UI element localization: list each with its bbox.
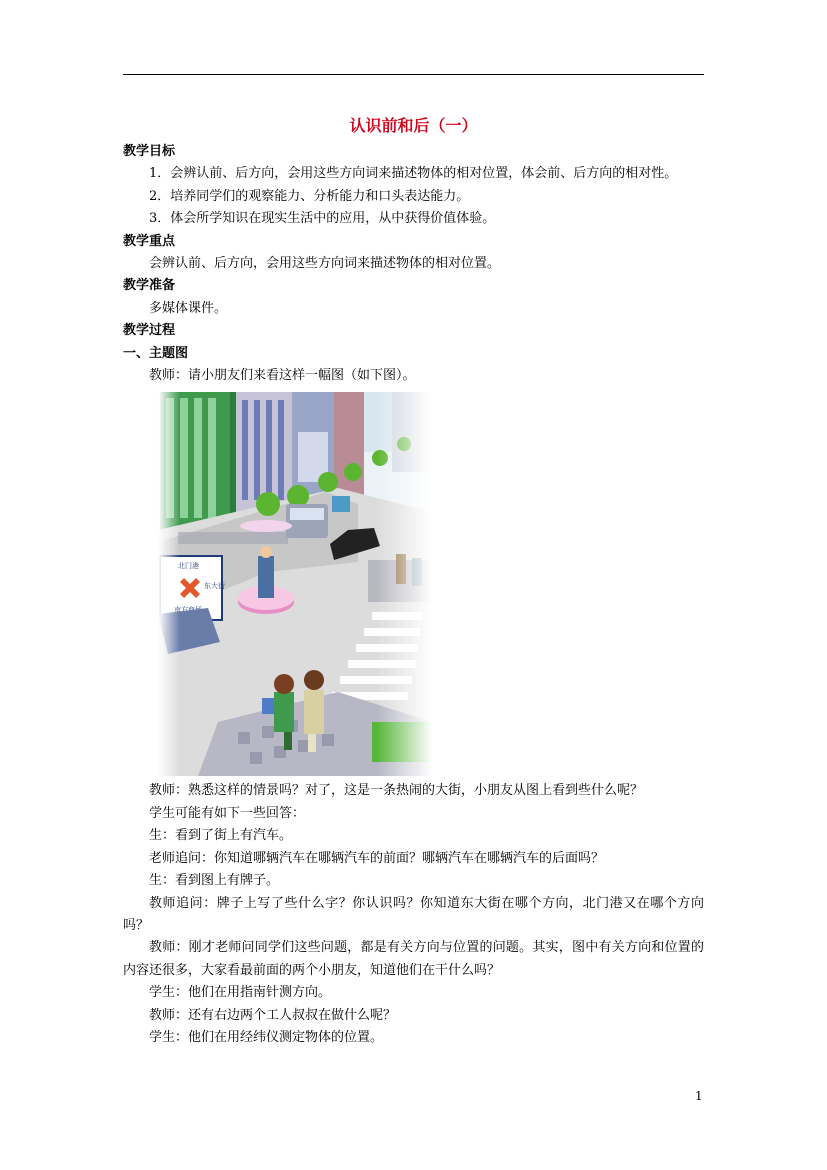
paragraph-1: 教师：请小朋友们来看这样一幅图（如下图）。: [149, 368, 416, 384]
paragraph-3: 学生可能有如下一些回答：: [149, 805, 306, 821]
heading-preparation: 教学准备: [123, 278, 176, 294]
street-scene-illustration: [158, 392, 432, 776]
paragraph-5: 老师追问：你知道哪辆汽车在哪辆汽车的前面？哪辆汽车在哪辆汽车的后面吗？: [149, 850, 605, 866]
paragraph-8: 教师：刚才老师问同学们这些问题，都是有关方向与位置的问题。其实，图中有关方向和位置的内容还很多，大家看最前面的两个小朋友，知道他们在干什么吗？: [123, 940, 704, 978]
heading-goals: 教学目标: [123, 144, 176, 159]
heading-key-points: 教学重点: [123, 233, 176, 249]
heading-process: 教学过程: [123, 323, 176, 339]
goal-1: 1．会辨认前、后方向，会用这些方向词来描述物体的相对位置，体会前、后方向的相对性。: [149, 166, 678, 182]
preparation-text: 多媒体课件。: [149, 300, 228, 316]
paragraph-7: 教师追问：牌子上写了些什么字？你认识吗？你知道东大街在哪个方向，北门港又在哪个方向吗？: [123, 895, 704, 933]
page-title: 认识前和后（一）: [349, 116, 478, 135]
heading-theme-picture: 一、主题图: [123, 345, 189, 361]
page-number: 1: [695, 1089, 703, 1103]
header-rule: [123, 74, 704, 75]
key-points-text: 会辨认前、后方向，会用这些方向词来描述物体的相对位置。: [149, 256, 501, 272]
paragraph-4: 生：看到了街上有汽车。: [149, 828, 293, 844]
paragraph-2: 教师：熟悉这样的情景吗？对了，这是一条热闹的大街，小朋友从图上看到些什么呢？: [149, 783, 644, 799]
paragraph-10: 教师：还有右边两个工人叔叔在做什么呢？: [149, 1007, 397, 1023]
goal-3: 3．体会所学知识在现实生活中的应用，从中获得价值体验。: [149, 211, 496, 227]
paragraph-11: 学生：他们在用经纬仪测定物体的位置。: [149, 1029, 384, 1045]
document-body: [123, 141, 704, 1049]
paragraph-9: 学生：他们在用指南针测方向。: [149, 985, 332, 1001]
goal-2: 2．培养同学们的观察能力、分析能力和口头表达能力。: [149, 188, 470, 204]
paragraph-6: 生：看到图上有牌子。: [149, 873, 280, 889]
